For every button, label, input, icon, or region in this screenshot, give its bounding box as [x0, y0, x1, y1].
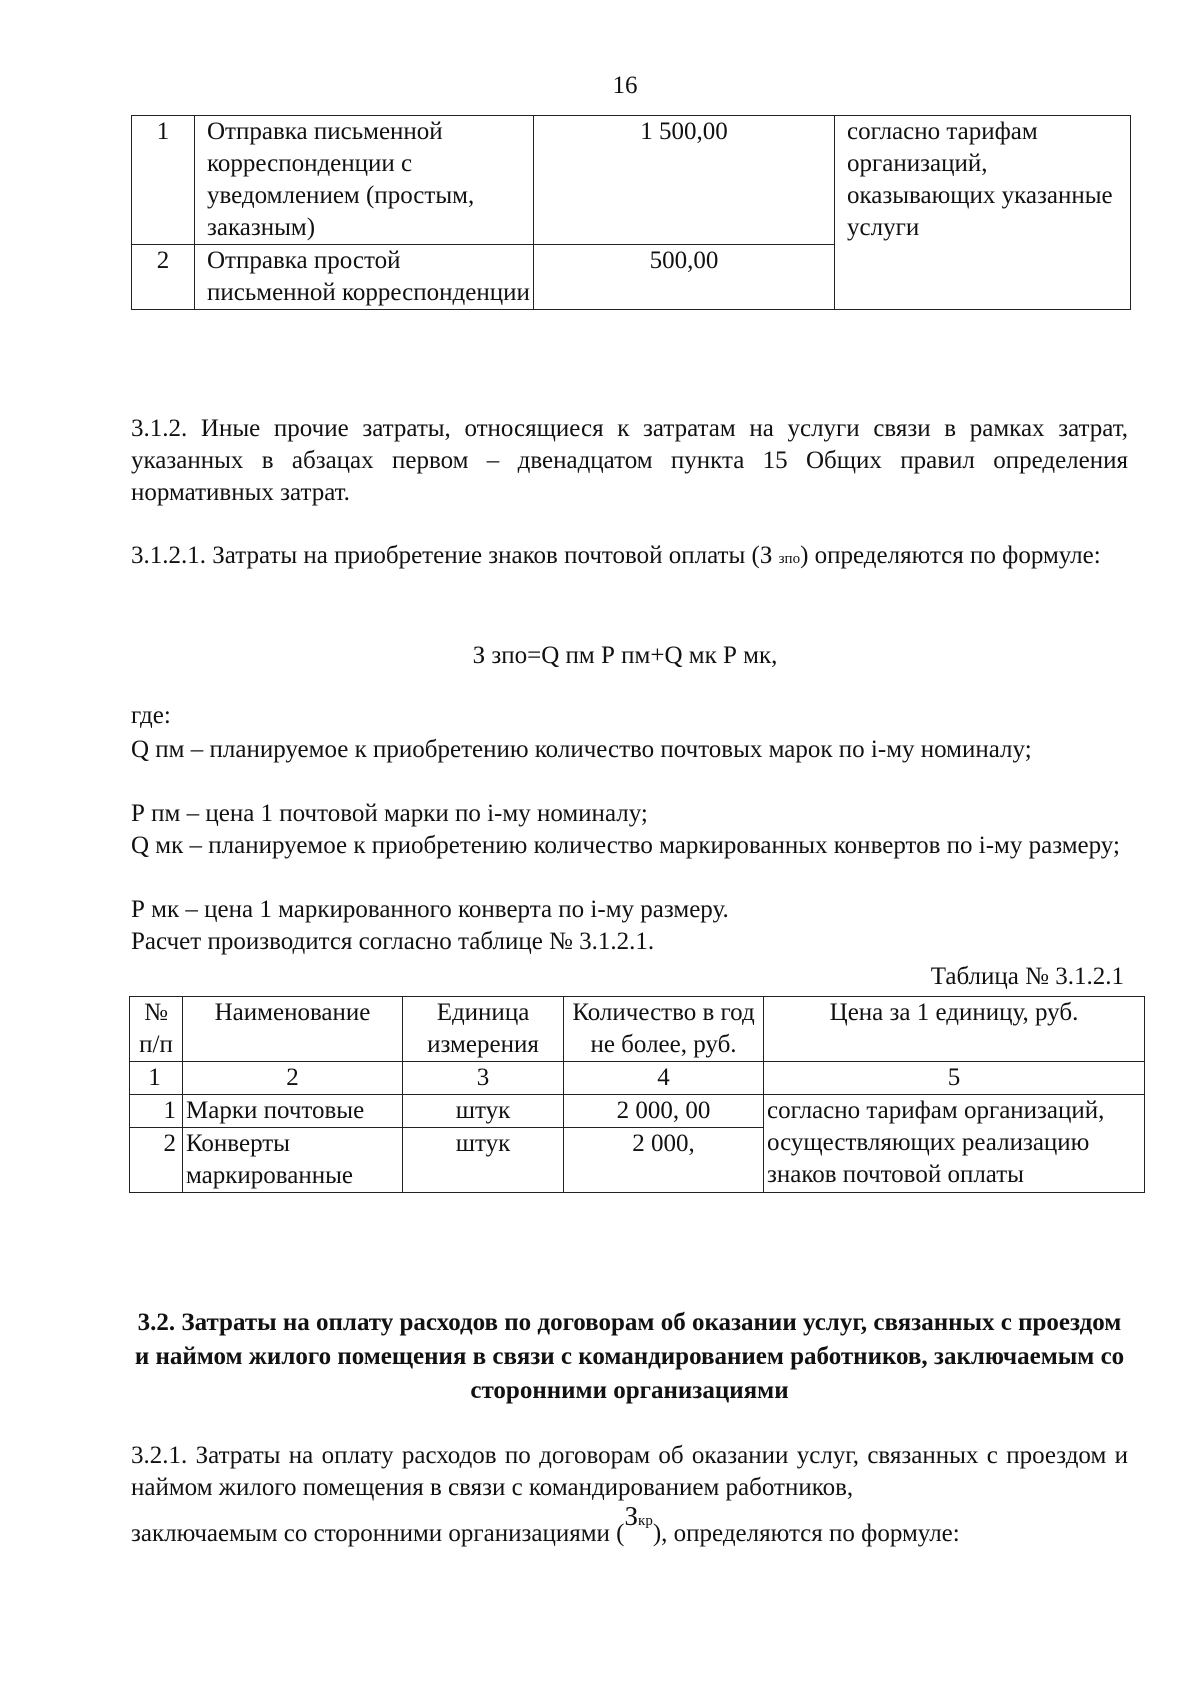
row-number: 2	[130, 1128, 183, 1193]
paragraph-3-2-1: 3.2.1. Затраты на оплату расходов по договорам об оказании услуг, связанных с проездом и наймом жилого помещения в связи с командированием работников,	[131, 1442, 1128, 1501]
index-cell: 3	[403, 1062, 564, 1095]
service-cost: 500,00	[534, 245, 835, 310]
paragraph-text: ) определяются по формуле:	[800, 542, 1101, 569]
paragraph-text: 3.1.2.1. Затраты на приобретение знаков почтовой оплаты (З	[131, 542, 779, 569]
service-name: Отправка простой письменной корреспонденции	[195, 245, 534, 310]
index-cell: 4	[564, 1062, 764, 1095]
symbol-zkr	[625, 1500, 653, 1543]
definition-ppm: Р пм – цена 1 почтовой марки по i-му номиналу;	[131, 800, 648, 827]
postage-stamps-table	[129, 996, 1145, 1193]
service-cost: 1 500,00	[534, 116, 835, 245]
item-quantity: 2 000, 00	[564, 1095, 764, 1128]
subscript-zpo: зпо	[778, 551, 801, 567]
paragraph-text: заключаемым со сторонними организациями (	[131, 1520, 625, 1547]
table-caption: Таблица № 3.1.2.1	[930, 963, 1124, 990]
definition-pmk: Р мк – цена 1 маркированного конверта по i-му размеру.	[131, 896, 729, 923]
header-unit: Единица измерения	[403, 997, 564, 1062]
calculation-note: Расчет производится согласно таблице № 3.1.2.1.	[131, 928, 655, 955]
postal-services-table	[131, 115, 1131, 310]
table-index-row	[130, 1062, 1145, 1095]
item-unit: штук	[403, 1128, 564, 1193]
item-name: Марки почтовые	[183, 1095, 403, 1128]
where-label: где:	[131, 702, 171, 729]
index-cell: 5	[764, 1062, 1145, 1095]
row-number: 1	[130, 1095, 183, 1128]
header-quantity: Количество в год не более, руб.	[564, 997, 764, 1062]
item-name: Конверты маркированные	[183, 1128, 403, 1193]
header-name: Наименование	[183, 997, 403, 1062]
table-row	[130, 1095, 1145, 1128]
header-number: № п/п	[130, 997, 183, 1062]
table-header-row	[130, 997, 1145, 1062]
price-note: согласно тарифам организаций, осуществляющих реализацию знаков почтовой оплаты	[764, 1095, 1145, 1193]
formula-zpo: З зпо=Q пм Р пм+Q мк Р мк,	[472, 642, 778, 669]
paragraph-3-2-1-continued	[131, 1501, 960, 1559]
row-number: 2	[132, 245, 195, 310]
header-price: Цена за 1 единицу, руб.	[764, 997, 1145, 1062]
tariff-note: согласно тарифам организаций, оказывающих указанные услуги	[835, 116, 1131, 310]
definition-qmk: Q мк – планируемое к приобретению количество маркированных конвертов по i-му размеру;	[131, 832, 1120, 859]
index-cell: 1	[130, 1062, 183, 1095]
definition-qpm: Q пм – планируемое к приобретению количество почтовых марок по i-му номиналу;	[131, 736, 1032, 763]
page-number: 16	[612, 72, 638, 99]
paragraph-3-1-2: 3.1.2. Иные прочие затраты, относящиеся к затратам на услуги связи в рамках затрат, указанных в абзацах первом – двенадцатом пункта 15 Общих правил определения нормативных затрат.	[131, 415, 1128, 506]
item-quantity: 2 000,	[564, 1128, 764, 1193]
section-heading-3-2: 3.2. Затраты на оплату расходов по договорам об оказании услуг, связанных с проездом и наймом жилого помещения в связи с командированием работников, заключаемым со сторонними организациями	[134, 1309, 1125, 1404]
symbol-subscript: кр	[638, 1513, 653, 1530]
item-unit: штук	[403, 1095, 564, 1128]
paragraph-3-1-2-1	[131, 540, 1128, 575]
row-number: 1	[132, 116, 195, 245]
paragraph-text: ), определяются по формуле:	[652, 1520, 960, 1547]
index-cell: 2	[183, 1062, 403, 1095]
service-name: Отправка письменной корреспонденции с уведомлением (простым, заказным)	[195, 116, 534, 245]
table-row	[132, 116, 1131, 245]
symbol-main: З	[624, 1501, 639, 1531]
